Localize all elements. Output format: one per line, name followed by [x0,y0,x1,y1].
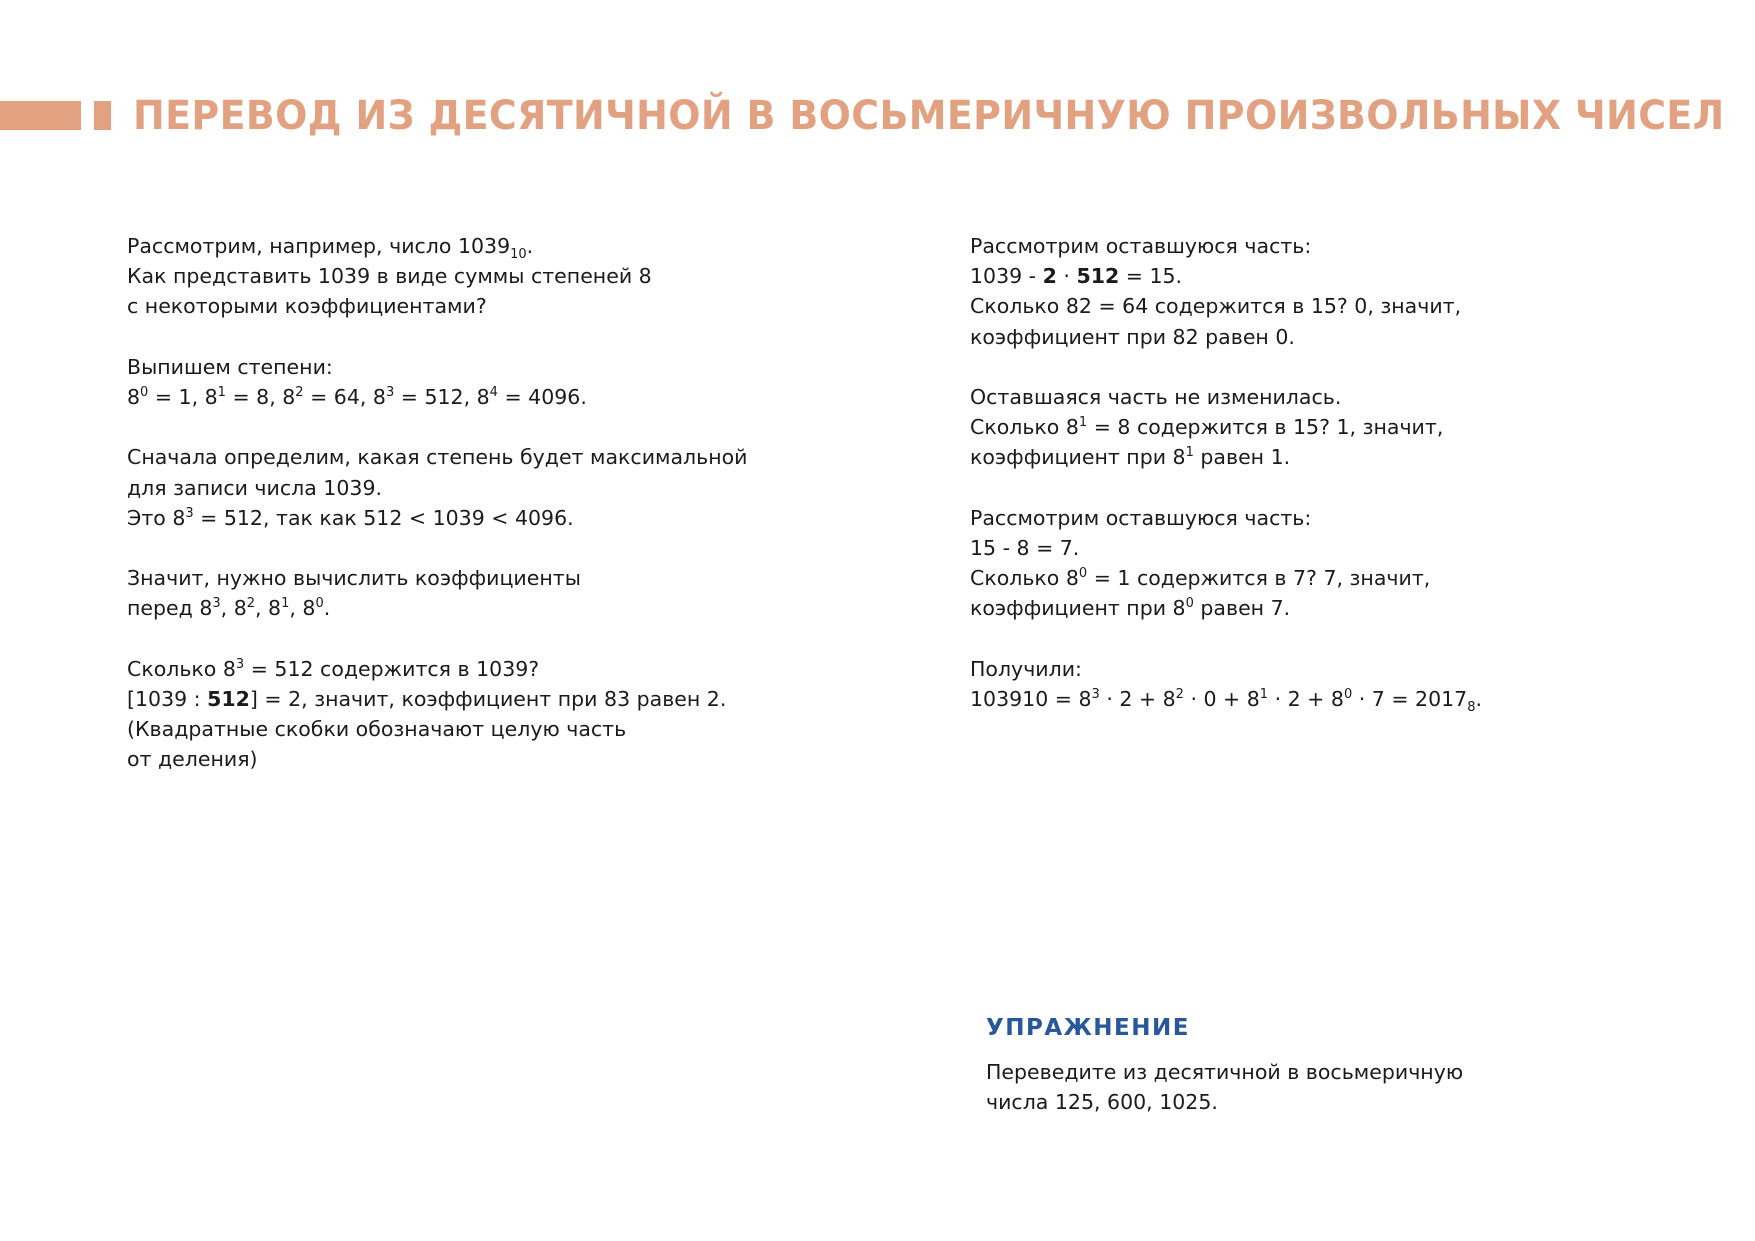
power-exponent: 3 [185,505,194,521]
text-fragment: равен 1. [1193,445,1291,470]
power-exponent: 1 [1185,445,1194,461]
text-fragment: равен 7. [1193,596,1291,621]
text-fragment: 1039 - [970,264,1043,289]
power-exponent: 2 [295,385,304,401]
exercise-block [986,1013,1606,1117]
text-fragment: = 512 содержится в 1039? [244,656,540,681]
power-value: = 8, [225,385,283,409]
power-exponent: 2 [1175,687,1184,703]
remainder-paragraph-1 [970,231,1482,352]
power-exponent: 3 [235,656,245,672]
remainder-line-1: Рассмотрим оставшуюся часть: [970,234,1312,258]
division-line-3: (Квадратные скобки обозначают целую часть [127,717,627,742]
unchanged-line-2 [970,412,1482,442]
power-exponent: 1 [1259,687,1269,703]
power-exponent: 4 [489,385,498,401]
text-fragment: , 8 [220,596,247,621]
power-exponent: 0 [1078,566,1088,582]
text-fragment: · 2 + 8 [1268,687,1344,711]
power-base: 8 [127,385,141,409]
power-exponent: 2 [246,596,256,612]
text-fragment: ] = 2, значит, коэффициент при 83 равен 2. [249,686,727,711]
left-column [127,231,748,805]
text-fragment: · 7 = 2017 [1352,687,1468,711]
exercise-text [986,1057,1606,1117]
power-value: = 64, [303,385,373,409]
power-exponent: 3 [385,385,395,401]
text-fragment: = 1 содержится в 7? 7, значит, [1087,566,1431,591]
bold-divisor: 512 [207,686,250,711]
division-line-4: от деления) [127,747,258,772]
power-exponent: 1 [217,385,226,401]
remainder2-line-1: Рассмотрим оставшуюся часть: [970,505,1312,530]
power-exponent: 0 [140,385,149,401]
base-subscript: 10 [510,247,527,263]
text-fragment: . [323,596,331,621]
right-column [970,231,1482,744]
max-power-line-3 [127,503,748,533]
unchanged-paragraph [970,382,1482,473]
max-power-paragraph [127,442,748,533]
power-exponent: 3 [1091,687,1100,703]
power-value: = 4096. [497,385,587,409]
power-value: = 512, [394,385,477,409]
bold-power: 512 [1076,264,1120,289]
text-fragment: = 512, так как 512 < 1039 < 4096. [193,505,574,530]
power-base: 8 [476,385,490,409]
text-fragment: 103910 = 8 [970,687,1092,711]
header-accent-bar [0,101,81,130]
result-formula [970,684,1482,714]
division-paragraph [127,654,748,775]
page-title: ПЕРЕВОД ИЗ ДЕСЯТИЧНОЙ В ВОСЬМЕРИЧНУЮ ПРОИЗВОЛЬНЫХ ЧИСЕЛ [133,93,1725,139]
remainder-line-2 [970,261,1482,291]
text-fragment: коэффициент при 8 [970,445,1186,470]
text-fragment: · [1056,264,1077,289]
text-fragment: перед 8 [127,596,213,621]
remainder2-line-2: 15 - 8 = 7. [970,536,1080,560]
intro-line-2: Как представить 1039 в виде суммы степеней 8 [127,264,652,289]
base-subscript: 8 [1467,700,1476,716]
power-exponent: 0 [315,596,324,612]
remainder-paragraph-2 [970,503,1482,624]
text-fragment: = 15. [1119,264,1183,289]
remainder-line-3: Сколько 82 = 64 содержится в 15? 0, значит, [970,294,1462,319]
power-base: 8 [372,385,386,409]
powers-heading: Выпишем степени: [127,354,333,379]
result-paragraph [970,654,1482,714]
power-exponent: 0 [1343,687,1353,703]
intro-line-3: с некоторыми коэффициентами? [127,294,487,319]
power-exponent: 0 [1185,596,1194,612]
coefficients-line-1: Значит, нужно вычислить коэффициенты [127,566,581,591]
text-fragment: · 2 + 8 [1099,687,1176,711]
unchanged-line-3 [970,442,1482,472]
power-base: 8 [282,385,296,409]
result-heading: Получили: [970,656,1082,681]
remainder-line-4: коэффициент при 82 равен 0. [970,324,1295,349]
exercise-line-2: числа 125, 600, 1025. [986,1090,1218,1115]
intro-line-1 [127,231,748,261]
intro-paragraph [127,231,748,322]
exercise-title: УПРАЖНЕНИЕ [986,1015,1190,1041]
coefficients-line-2 [127,593,748,623]
text-fragment: . [1475,687,1483,711]
text-fragment: Сколько 8 [970,415,1079,440]
power-base: 8 [204,385,218,409]
powers-paragraph [127,352,748,412]
power-exponent: 3 [212,596,221,612]
text-fragment: Это 8 [127,505,186,530]
exercise-line-1: Переведите из десятичной в восьмеричную [986,1060,1464,1084]
remainder2-line-4 [970,593,1482,623]
coefficients-paragraph [127,563,748,623]
text-fragment: Сколько 8 [970,566,1079,591]
power-exponent: 1 [281,596,290,612]
text-fragment: = 8 содержится в 15? 1, значит, [1087,415,1444,440]
header-accent-mark [94,101,111,130]
intro-text: Рассмотрим, например, число 1039 [127,234,511,258]
bold-coefficient: 2 [1042,264,1057,289]
power-value: = 1, [148,385,205,409]
max-power-line-2: для записи числа 1039. [127,475,382,500]
text-fragment: [1039 : [127,686,208,711]
text-fragment: коэффициент при 8 [970,596,1186,621]
text-fragment: , 8 [255,596,282,621]
division-line-1 [127,654,748,684]
text-fragment: · 0 + 8 [1183,687,1260,711]
remainder2-line-3 [970,563,1482,593]
powers-list [127,382,748,412]
intro-period: . [526,234,534,258]
power-exponent: 1 [1078,415,1088,431]
text-fragment: , 8 [289,596,316,621]
text-fragment: Сколько 8 [127,656,236,681]
unchanged-line-1: Оставшаяся часть не изменилась. [970,385,1342,409]
max-power-line-1: Сначала определим, какая степень будет максимальной [127,445,748,470]
division-line-2 [127,684,748,714]
